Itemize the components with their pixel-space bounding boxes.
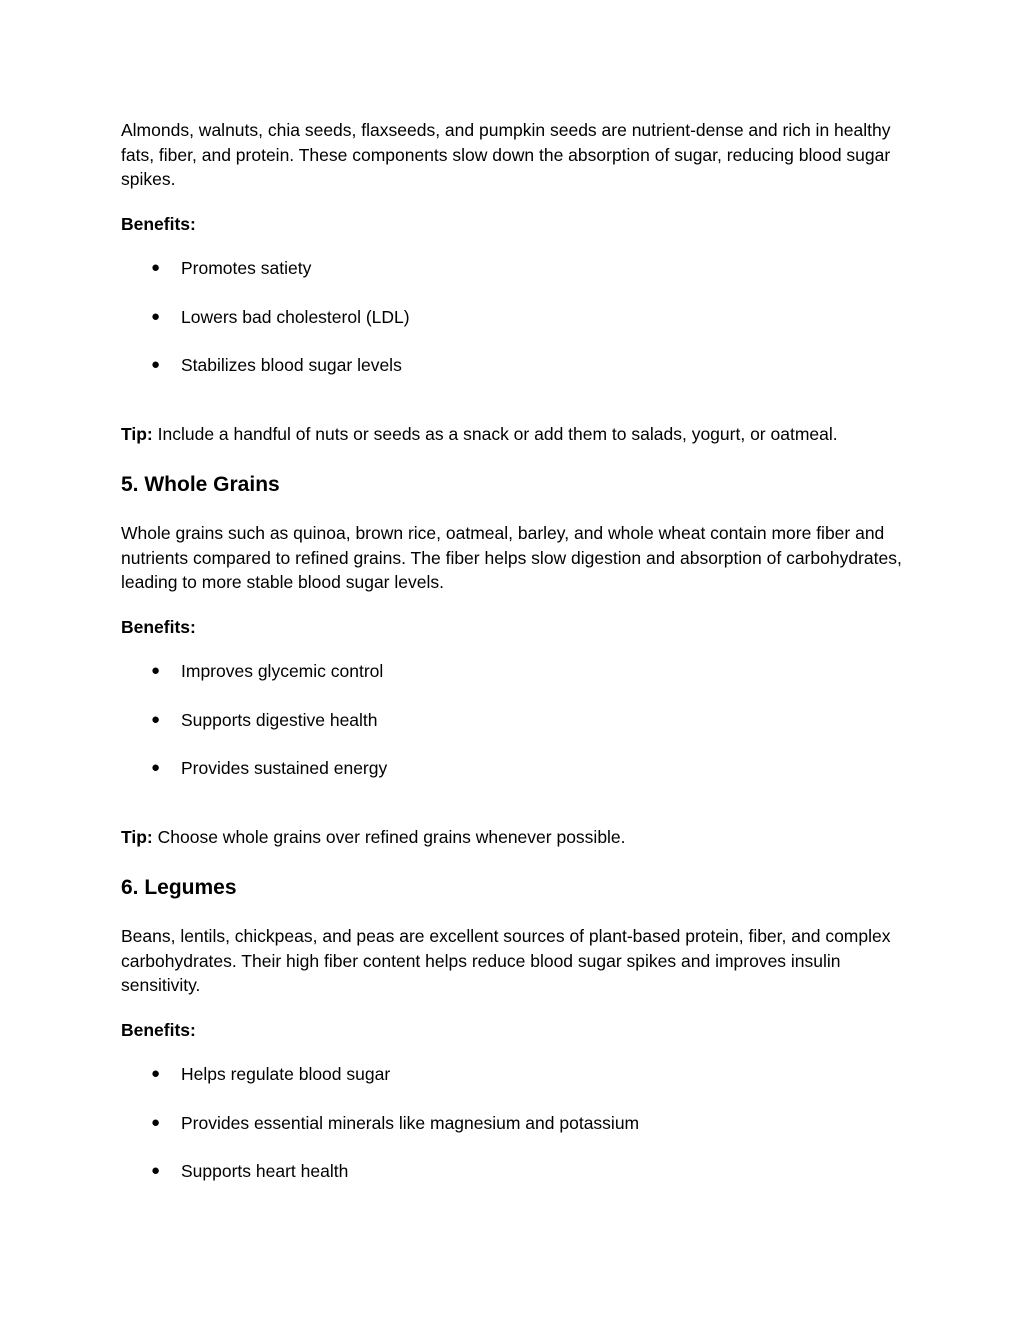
whole-grains-benefits-list bbox=[121, 659, 911, 781]
benefit-text: Stabilizes blood sugar levels bbox=[181, 355, 402, 375]
bullet-icon: ● bbox=[151, 259, 161, 276]
tip-text: Choose whole grains over refined grains whenever possible. bbox=[152, 826, 626, 847]
benefit-text: Provides sustained energy bbox=[181, 758, 388, 778]
bullet-icon: ● bbox=[151, 1162, 161, 1179]
section-heading-legumes: 6. Legumes bbox=[121, 876, 237, 899]
benefit-text: Promotes satiety bbox=[181, 258, 312, 278]
legumes-benefits-list bbox=[121, 1062, 911, 1184]
bullet-icon: ● bbox=[151, 662, 161, 679]
bullet-icon: ● bbox=[151, 1065, 161, 1082]
bullet-icon: ● bbox=[151, 759, 161, 776]
list-item bbox=[121, 256, 911, 281]
benefit-text: Supports digestive health bbox=[181, 709, 378, 730]
nuts-seeds-intro: Almonds, walnuts, chia seeds, flaxseeds, and pumpkin seeds are nutrient-dense and rich in healthy fats, fiber, and protein. These components slow down the absorption of sugar, reducing blood sugar spikes. bbox=[121, 120, 891, 189]
bullet-icon: ● bbox=[151, 307, 161, 325]
list-item bbox=[121, 708, 911, 733]
legumes-intro: Beans, lentils, chickpeas, and peas are excellent sources of plant-based protein, fiber, and complex carbohydrates. Their high fiber content helps reduce blood sugar spikes and improves insulin sensitivity. bbox=[121, 926, 891, 995]
tip-label: Tip: bbox=[121, 423, 153, 444]
list-item bbox=[121, 659, 911, 684]
list-item bbox=[121, 756, 911, 781]
list-item bbox=[121, 1159, 911, 1184]
legumes-benefits-label: Benefits: bbox=[121, 1019, 196, 1040]
nuts-seeds-benefits-label: Benefits: bbox=[121, 213, 196, 234]
bullet-icon: ● bbox=[151, 710, 161, 728]
bullet-icon: ● bbox=[151, 356, 161, 373]
benefit-text: Supports heart health bbox=[181, 1161, 349, 1181]
tip-label: Tip: bbox=[121, 826, 153, 847]
benefit-text: Improves glycemic control bbox=[181, 661, 384, 681]
list-item bbox=[121, 353, 911, 378]
benefit-text: Lowers bad cholesterol (LDL) bbox=[181, 306, 410, 327]
tip-text: Include a handful of nuts or seeds as a snack or add them to salads, yogurt, or oatmeal. bbox=[152, 423, 838, 444]
list-item bbox=[121, 1062, 911, 1087]
benefit-text: Provides essential minerals like magnesium and potassium bbox=[181, 1112, 640, 1133]
benefit-text: Helps regulate blood sugar bbox=[181, 1064, 391, 1084]
list-item bbox=[121, 305, 911, 330]
bullet-icon: ● bbox=[151, 1113, 161, 1131]
document-page bbox=[121, 118, 911, 1184]
whole-grains-tip bbox=[121, 825, 911, 850]
nuts-seeds-tip bbox=[121, 422, 911, 447]
whole-grains-intro: Whole grains such as quinoa, brown rice, oatmeal, barley, and whole wheat contain more fiber and nutrients compared to refined grains. The fiber helps slow digestion and absorption of carbohydrates, leading to more stable blood sugar levels. bbox=[121, 523, 902, 592]
whole-grains-benefits-label: Benefits: bbox=[121, 616, 196, 637]
nuts-seeds-benefits-list bbox=[121, 256, 911, 378]
list-item bbox=[121, 1111, 911, 1136]
section-heading-whole-grains: 5. Whole Grains bbox=[121, 473, 280, 496]
